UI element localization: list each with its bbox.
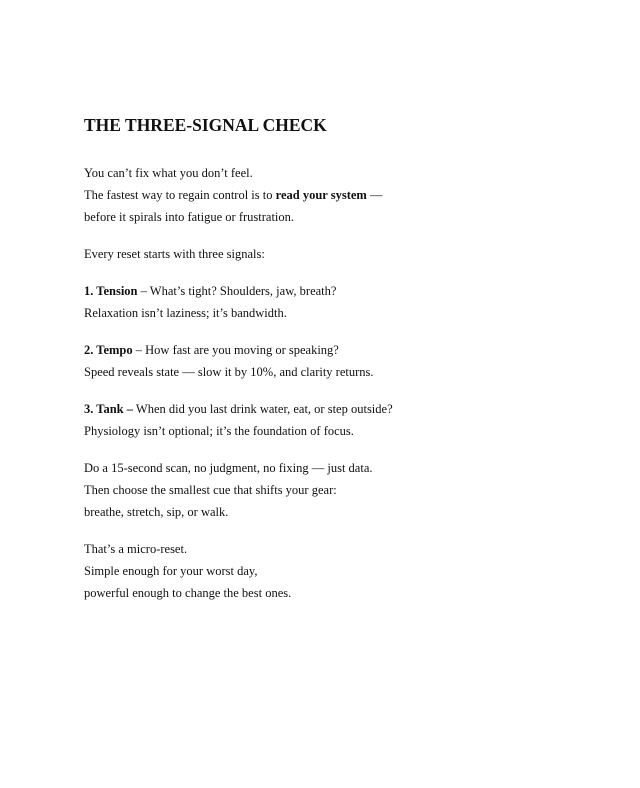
signal-tension-label: 1. Tension: [84, 284, 138, 298]
signal-tension-question: What’s tight? Shoulders, jaw, breath?: [149, 284, 337, 298]
closing-line-2: Simple enough for your worst day,: [84, 564, 258, 578]
scan-line-1: Do a 15-second scan, no judgment, no fixing — just data.: [84, 461, 373, 475]
intro-line-3: before it spirals into fatigue or frustration.: [84, 210, 295, 224]
signal-tank-note: Physiology isn’t optional; it’s the foundation of focus.: [84, 424, 354, 438]
signal-tempo-question: How fast are you moving or speaking?: [145, 343, 339, 357]
closing-line-1: That’s a micro-reset.: [84, 542, 188, 556]
signal-tempo-dash: –: [132, 343, 146, 357]
document-body: [84, 114, 584, 604]
signal-tension-heading: [84, 280, 584, 302]
intro-line-2-start: The fastest way to regain control is to: [84, 188, 276, 202]
closing-paragraph: [84, 538, 584, 604]
document-title: THE THREE-SIGNAL CHECK: [84, 115, 327, 135]
signal-tempo-heading: [84, 339, 584, 361]
signal-tank: [84, 398, 584, 442]
scan-line-3: breathe, stretch, sip, or walk.: [84, 505, 229, 519]
read-your-system-emphasis: read your system: [275, 188, 367, 202]
signal-tempo: [84, 339, 584, 383]
lead-line: Every reset starts with three signals:: [84, 247, 265, 261]
intro-line-2: [84, 184, 584, 206]
signal-tempo-label: 2. Tempo: [84, 343, 133, 357]
intro-paragraph: [84, 162, 584, 228]
scan-line-2: Then choose the smallest cue that shifts your gear:: [84, 483, 337, 497]
signal-tank-heading: [84, 398, 584, 420]
signal-tension-dash: –: [137, 284, 150, 298]
signal-tank-question: When did you last drink water, eat, or step outside?: [135, 402, 393, 416]
signal-tempo-note: Speed reveals state — slow it by 10%, and clarity returns.: [84, 365, 374, 379]
intro-line-1: You can’t fix what you don’t feel.: [84, 166, 253, 180]
closing-line-3: powerful enough to change the best ones.: [84, 586, 292, 600]
lead-paragraph: [84, 243, 584, 265]
signal-tension: [84, 280, 584, 324]
signal-tank-label: 3. Tank –: [84, 402, 133, 416]
signal-tension-note: Relaxation isn’t laziness; it’s bandwidth.: [84, 306, 287, 320]
scan-paragraph: [84, 457, 584, 523]
intro-line-2-end: —: [366, 188, 383, 202]
